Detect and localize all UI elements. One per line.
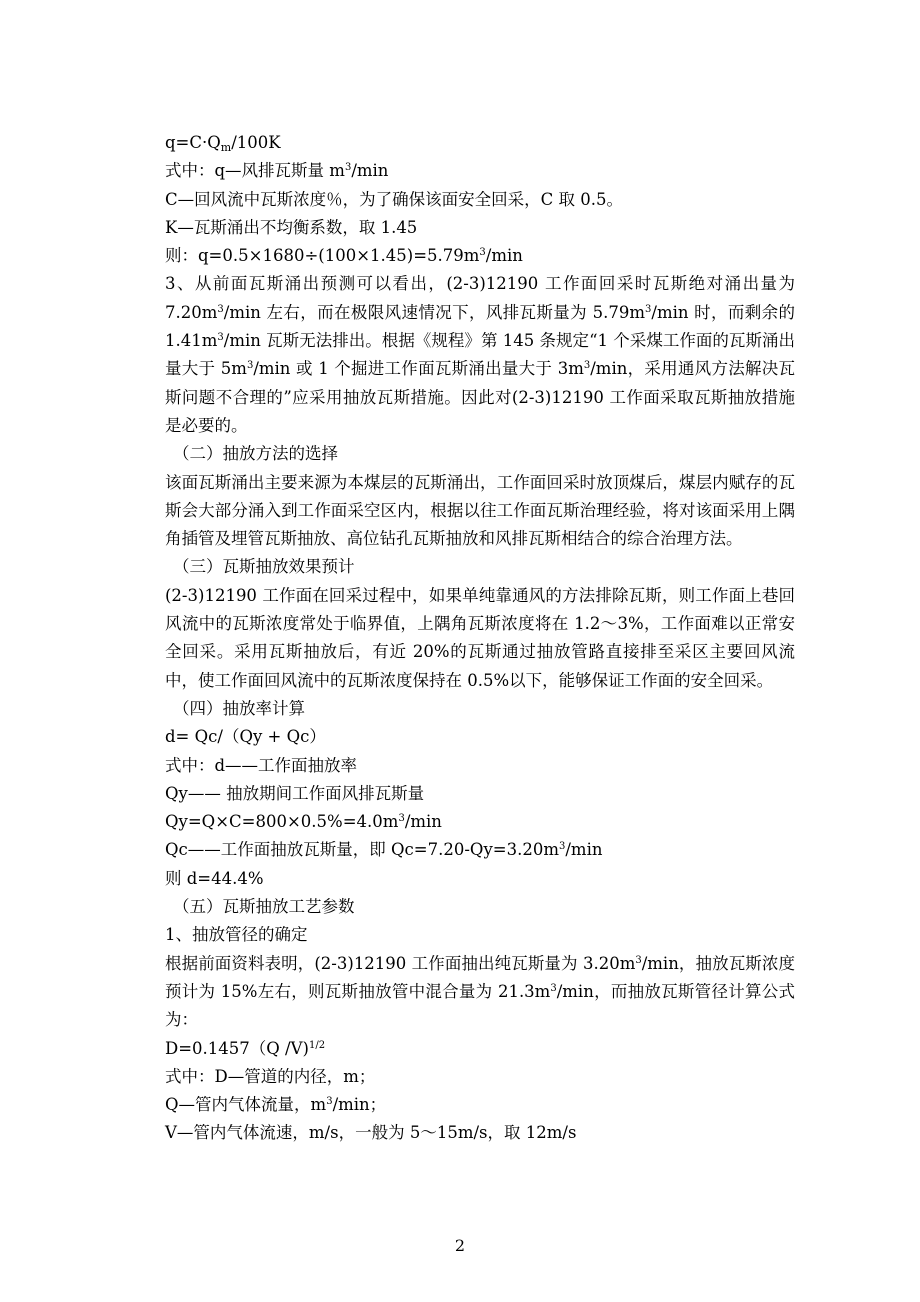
text-run: /min	[404, 812, 442, 832]
paragraph	[165, 865, 795, 893]
superscript: 3	[583, 360, 591, 372]
document-body	[165, 129, 795, 1148]
text-run: Qc——工作面抽放瓦斯量，即 Qc=7.20-Qy=3.20m	[165, 840, 559, 860]
paragraph	[165, 808, 795, 836]
text-run: D=0.1457（Q /V)	[165, 1038, 309, 1058]
superscript: 3	[326, 1096, 333, 1108]
text-run: /100K	[231, 133, 281, 152]
text-run: /min 瓦斯无法排出。根据《规程》第 145 条规定“1 个采煤工作面的瓦斯涌出量大于 5m	[165, 331, 795, 379]
text-run: 则：q=0.5×1680÷(100×1.45)=5.79m	[165, 246, 480, 266]
paragraph	[165, 582, 795, 695]
text-run: Q—管内气体流量，m	[165, 1095, 327, 1115]
text-run: C—回风流中瓦斯浓度％，为了确保该面安全回采，C 取 0.5。	[165, 189, 623, 209]
paragraph	[165, 186, 795, 214]
superscript: 1/2	[308, 1039, 326, 1051]
superscript: 3	[217, 303, 224, 315]
superscript: 3	[344, 162, 352, 174]
text-run: （三）瓦斯抽放效果预计	[173, 557, 355, 577]
superscript: 3	[558, 841, 566, 853]
text-run: /min	[565, 840, 603, 860]
paragraph	[165, 157, 795, 185]
paragraph	[165, 836, 795, 864]
text-run: （四）抽放率计算	[173, 698, 305, 718]
text-run: 根据前面资料表明，(2-3)12190 工作面抽出纯瓦斯量为 3.20m	[165, 953, 636, 973]
text-run: /min 时，而剩余的 1.41m	[165, 302, 796, 351]
superscript: 3	[479, 247, 486, 259]
page-number: 2	[454, 1236, 466, 1255]
text-run: 式中：q—风排瓦斯量 m	[165, 161, 345, 181]
text-run: V—管内气体流速，m/s，一般为 5～15m/s，取 12m/s	[165, 1123, 577, 1143]
paragraph	[165, 1063, 795, 1091]
paragraph	[165, 1035, 795, 1063]
section-heading	[165, 440, 795, 468]
paragraph	[165, 129, 795, 157]
paragraph	[165, 1119, 795, 1147]
text-run: Qy—— 抽放期间工作面风排瓦斯量	[165, 783, 425, 803]
paragraph	[165, 723, 795, 751]
text-run: K—瓦斯涌出不均衡系数，取 1.45	[165, 217, 418, 237]
text-run: /min，采用通风方法解决瓦斯问题不合理的”应采用抽放瓦斯措施。因此对(2-3)12190 工作面采取瓦斯抽放措施是必要的。	[165, 359, 796, 435]
text-run: 式中：D—管道的内径，m；	[165, 1066, 376, 1086]
text-run: /min 左右，而在极限风速情况下，风排瓦斯量为 5.79m	[223, 302, 646, 322]
text-run: q=C·Q	[165, 133, 221, 152]
superscript: 3	[398, 813, 405, 825]
text-run: 3、从前面瓦斯涌出预测可以看出，(2-3)12190 工作面回采时瓦斯绝对涌出量为 7.20m	[165, 274, 795, 322]
paragraph	[165, 752, 795, 780]
text-run: 则 d=44.4%	[165, 868, 264, 888]
superscript: 3	[550, 982, 557, 994]
text-run: /min	[485, 246, 523, 266]
text-run: (2-3)12190 工作面在回采过程中，如果单纯靠通风的方法排除瓦斯，则工作面上巷回风流中的瓦斯浓度常处于临界值，上隅角瓦斯浓度将在 1.2～3%，工作面难以正常安全回采。采用瓦斯抽放后，有近 20%的瓦斯通过抽放管路直接排至采区主要回风流中，使工作面回风流中的瓦斯浓度保持在 0.5%以下，能够保证工作面的安全回采。	[165, 585, 795, 690]
text-run: （五）瓦斯抽放工艺参数	[173, 897, 355, 917]
section-heading	[165, 553, 795, 581]
superscript: 3	[645, 303, 652, 315]
text-run: 1、抽放管径的确定	[165, 925, 308, 945]
text-run: d= Qc/（Qy + Qc）	[165, 727, 326, 747]
text-run: 式中：d——工作面抽放率	[165, 755, 358, 775]
paragraph	[165, 214, 795, 242]
superscript: 3	[217, 332, 224, 344]
section-heading	[165, 893, 795, 921]
paragraph	[165, 242, 795, 270]
text-run: /min，而抽放瓦斯管径计算公式为：	[165, 981, 795, 1030]
section-heading	[165, 695, 795, 723]
superscript: 3	[635, 954, 642, 966]
text-run: /min，抽放瓦斯浓度预计为 15%左右，则瓦斯抽放管中混合量为 21.3m	[165, 953, 796, 1001]
text-run: /min 或 1 个掘进工作面瓦斯涌出量大于 3m	[253, 359, 584, 379]
subscript: m	[220, 141, 232, 154]
text-run: （二）抽放方法的选择	[173, 444, 338, 464]
text-run: 该面瓦斯涌出主要来源为本煤层的瓦斯涌出，工作面回采时放顶煤后，煤层内赋存的瓦斯会大部分涌入到工作面采空区内，根据以往工作面瓦斯治理经验，将对该面采用上隅角插管及埋管瓦斯抽放、高位钻孔瓦斯抽放和风排瓦斯相结合的综合治理方法。	[165, 472, 795, 549]
text-run: /min	[351, 161, 389, 181]
text-run: Qy=Q×C=800×0.5%=4.0m	[165, 812, 399, 832]
superscript: 3	[246, 360, 254, 372]
text-run: /min；	[332, 1095, 387, 1115]
paragraph	[165, 921, 795, 949]
paragraph	[165, 1091, 795, 1119]
paragraph	[165, 469, 795, 554]
paragraph	[165, 950, 795, 1035]
paragraph	[165, 780, 795, 808]
paragraph	[165, 270, 795, 440]
